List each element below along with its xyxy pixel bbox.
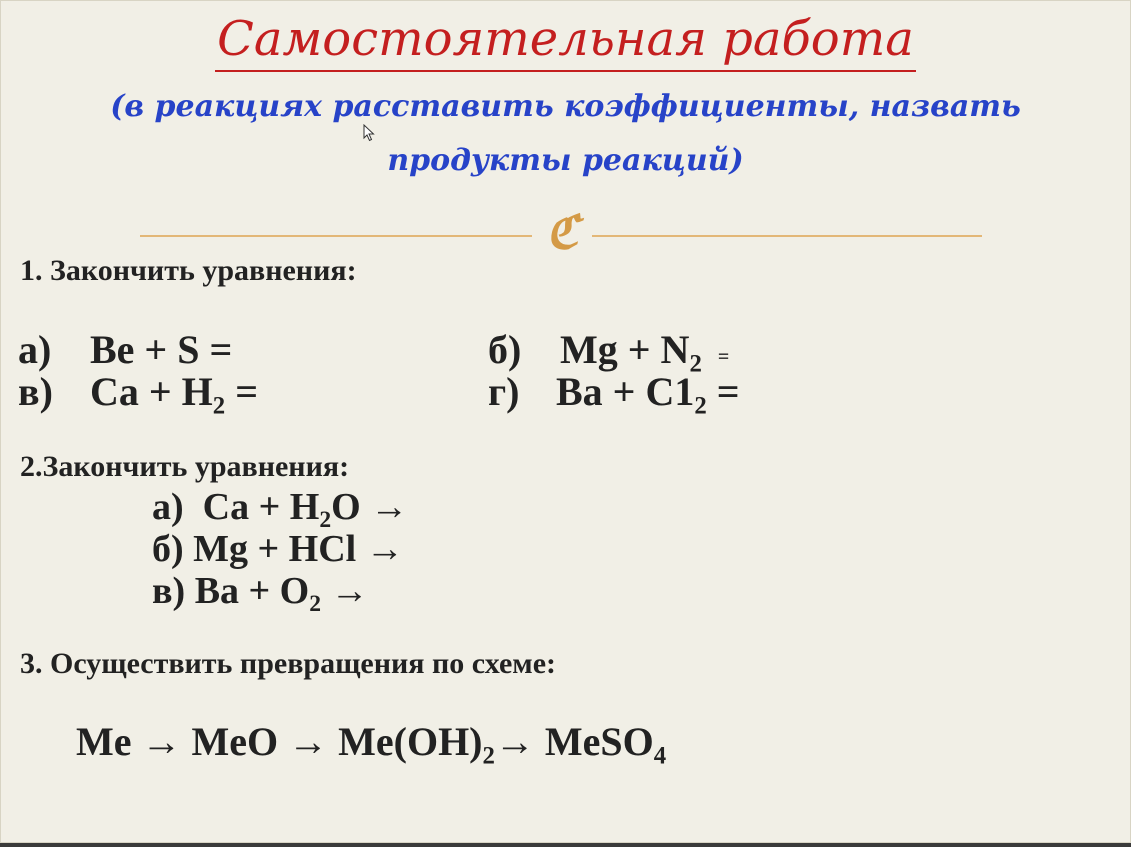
slide-title — [0, 8, 1131, 78]
task2-a-equation: а) $Ca + H_2O$ → — [152, 486, 409, 534]
task1-g-equation: $Ba + C1_2$ = — [556, 369, 740, 420]
slide-subtitle: (в реакциях расставить коэффициенты, назвать продукты реакций) — [110, 89, 1021, 178]
title-text: Самостоятельная работа — [215, 8, 916, 72]
task2-b-equation: б) Mg + HCl → — [152, 528, 404, 570]
task1-a-label: а) — [18, 327, 52, 372]
task3-scheme: Me → MeO → $Me(OH)_2\to$ MeSO$_4$ — [76, 719, 667, 770]
task1-b-label: б) — [488, 327, 522, 372]
task1-heading: 1. Закончить уравнения: — [20, 254, 357, 287]
ornament-icon: ℭ — [545, 205, 579, 259]
task1-g-label: г) — [488, 369, 520, 414]
divider-right — [592, 235, 982, 237]
divider-left — [140, 235, 532, 237]
task2-heading: 2.Закончить уравнения: — [20, 450, 350, 483]
task1-a-equation: Be + S = — [90, 327, 233, 372]
task1-b-equation: $Mg + N_2$ = — [560, 327, 730, 378]
mouse-cursor-icon — [363, 124, 375, 142]
task1-v-equation: $Ca + H_2$ = — [90, 369, 258, 420]
task1-v-label: в) — [18, 369, 53, 414]
task3-heading: 3. Осуществить превращения по схеме: — [20, 647, 557, 680]
task2-v-equation: в) $Ba + O_2$ → — [152, 570, 369, 618]
